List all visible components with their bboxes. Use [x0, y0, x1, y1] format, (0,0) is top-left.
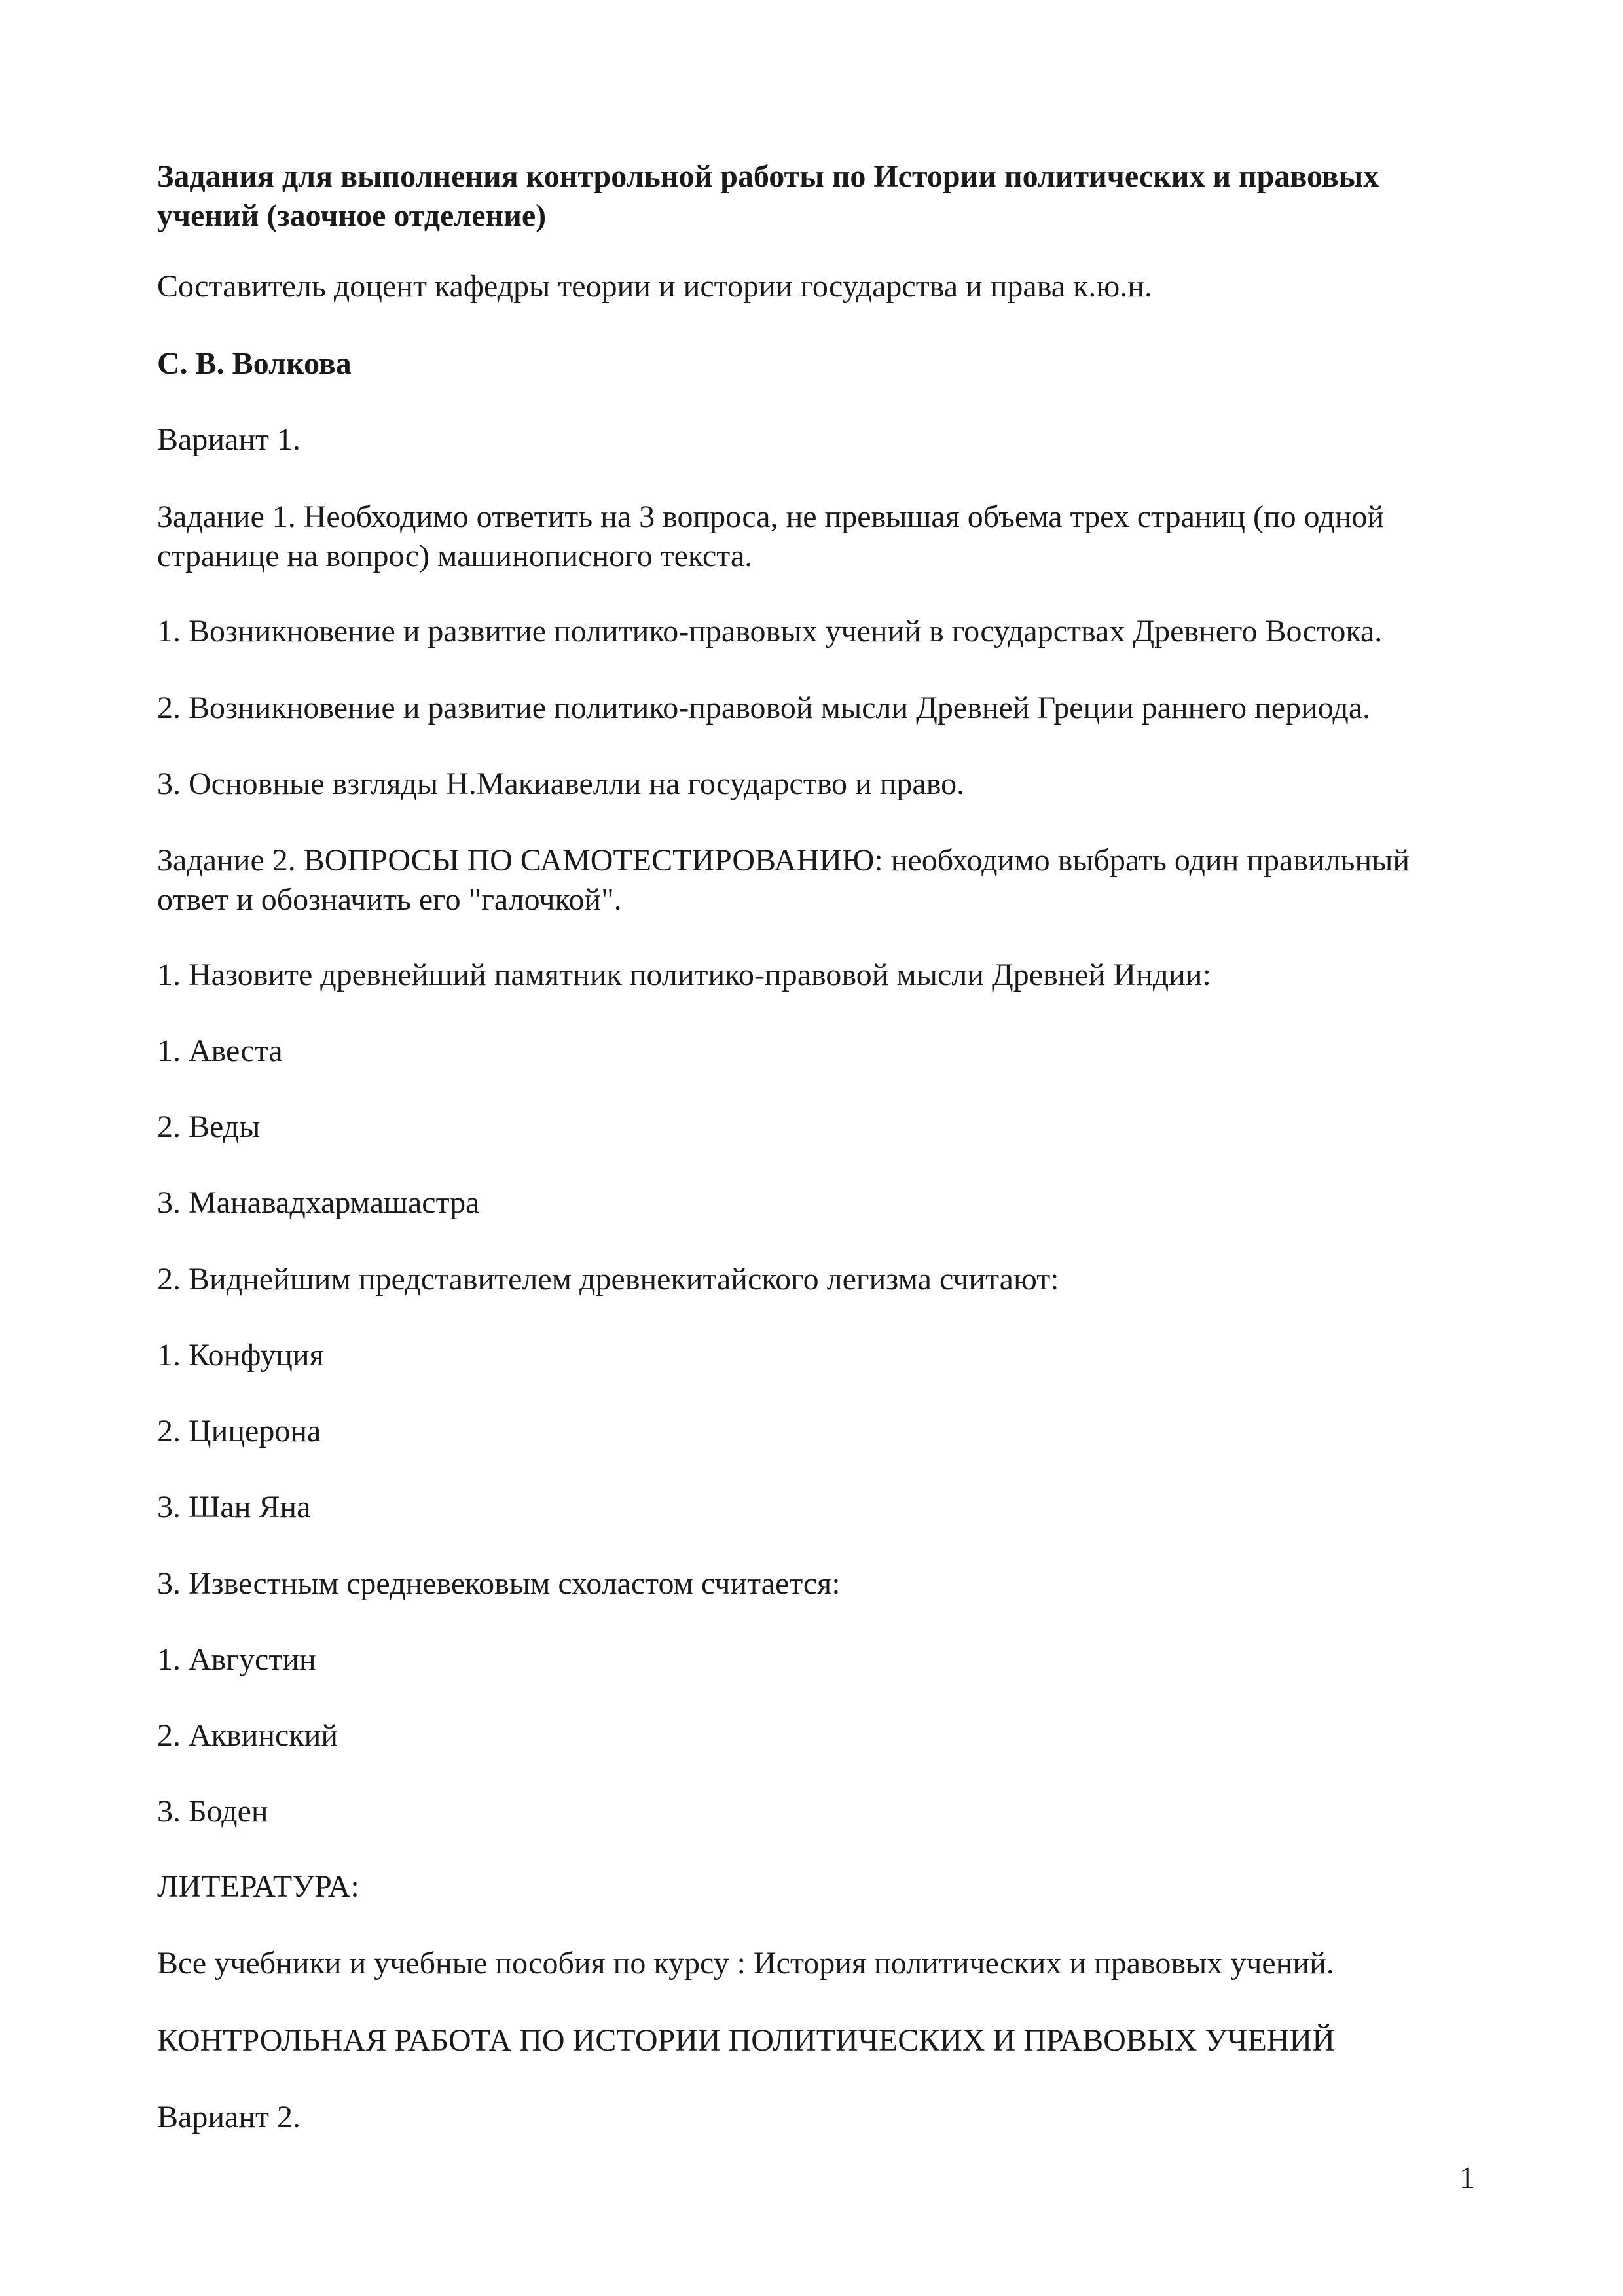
test-1-option-1: 1. Авеста — [157, 1033, 283, 1068]
test-1-option-3: 3. Манавадхармашастра — [157, 1185, 480, 1220]
task-1-question-3: 3. Основные взгляды Н.Макиавелли на государство и право. — [157, 766, 965, 801]
literature-text: Все учебники и учебные пособия по курсу : История политических и правовых учений. — [157, 1946, 1334, 1981]
task-1-question-1: 1. Возникновение и развитие политико-правовых учений в государствах Древнего Востока. — [157, 614, 1383, 649]
author-name: С. В. Волкова — [157, 346, 352, 381]
document-title-line-2: учений (заочное отделение) — [157, 198, 547, 233]
section-heading: КОНТРОЛЬНАЯ РАБОТА ПО ИСТОРИИ ПОЛИТИЧЕСКИХ И ПРАВОВЫХ УЧЕНИЙ — [157, 2023, 1335, 2058]
test-question-1: 1. Назовите древнейший памятник политико-правовой мысли Древней Индии: — [157, 958, 1211, 992]
test-2-option-2: 2. Цицерона — [157, 1414, 321, 1448]
compiler-line: Составитель доцент кафедры теории и истории государства и права к.ю.н. — [157, 269, 1152, 304]
task-2-line-1: Задание 2. ВОПРОСЫ ПО САМОТЕСТИРОВАНИЮ: необходимо выбрать один правильный — [157, 843, 1410, 878]
test-2-option-3: 3. Шан Яна — [157, 1490, 311, 1524]
variant-2-heading: Вариант 2. — [157, 2100, 301, 2134]
literature-heading: ЛИТЕРАТУРА: — [157, 1869, 359, 1904]
task-1-line-1: Задание 1. Необходимо ответить на 3 вопроса, не превышая объема трех страниц (по одной — [157, 499, 1385, 534]
test-1-option-2: 2. Веды — [157, 1109, 261, 1144]
test-2-option-1: 1. Конфуция — [157, 1338, 324, 1372]
page-number: 1 — [1459, 2161, 1475, 2195]
task-1-question-2: 2. Возникновение и развитие политико-правовой мысли Древней Греции раннего периода. — [157, 691, 1371, 725]
document-title-line-1: Задания для выполнения контрольной работы по Истории политических и правовых — [157, 159, 1379, 194]
test-3-option-1: 1. Августин — [157, 1642, 316, 1677]
variant-1-heading: Вариант 1. — [157, 422, 301, 457]
test-3-option-3: 3. Боден — [157, 1794, 268, 1829]
test-question-2: 2. Виднейшим представителем древнекитайского легизма считают: — [157, 1262, 1059, 1297]
task-1-line-2: странице на вопрос) машинописного текста. — [157, 539, 753, 573]
task-2-line-2: ответ и обозначить его "галочкой". — [157, 882, 622, 917]
test-3-option-2: 2. Аквинский — [157, 1718, 338, 1753]
test-question-3: 3. Известным средневековым схоластом считается: — [157, 1566, 841, 1601]
